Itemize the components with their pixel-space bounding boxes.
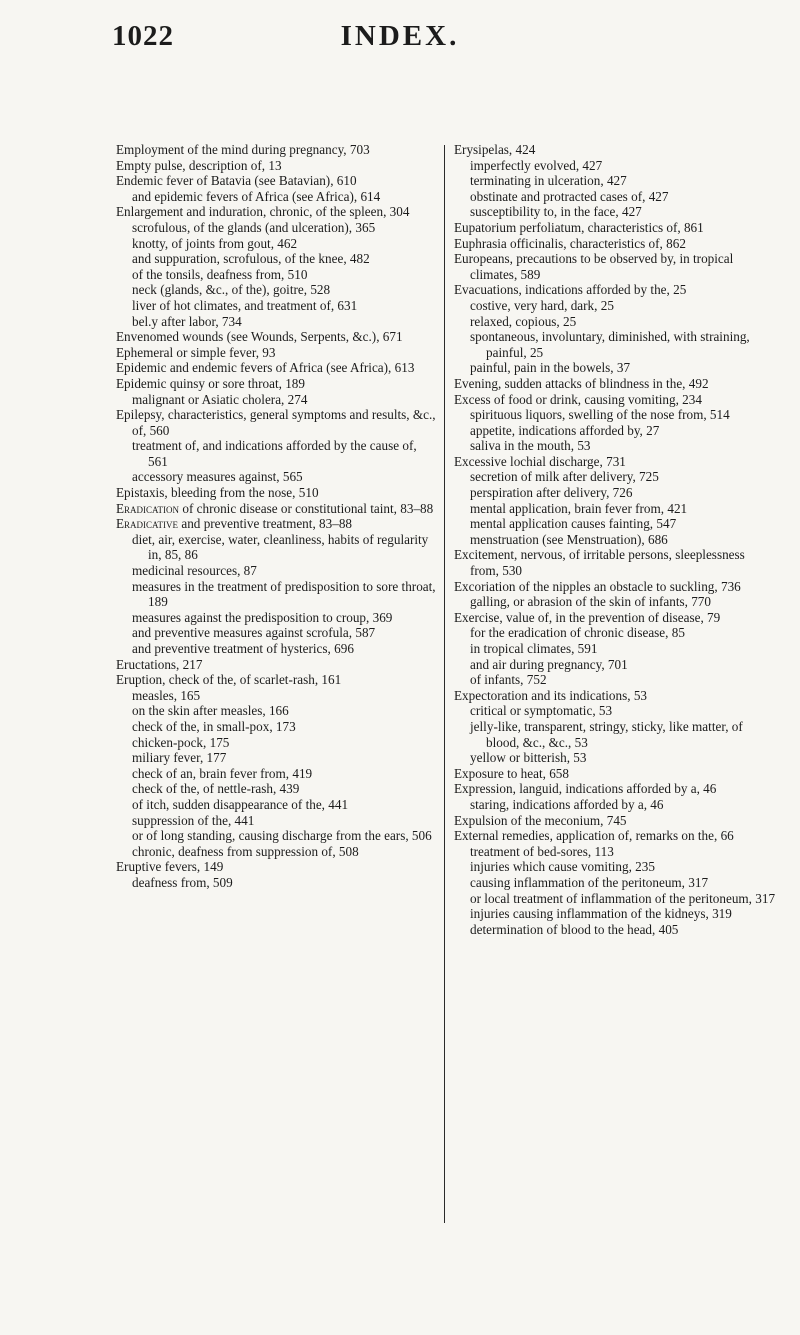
index-entry — [116, 501, 438, 517]
index-entry-text: diet, air, exercise, water, cleanliness, habits of regularity in, 85, 86 — [132, 531, 429, 563]
index-subentry — [454, 298, 776, 314]
index-entry-text: obstinate and protracted cases of, 427 — [470, 188, 669, 204]
index-entry — [454, 547, 776, 578]
index-entry-term: Eradication — [116, 500, 180, 516]
index-subentry — [454, 314, 776, 330]
index-entry-text: malignant or Asiatic cholera, 274 — [132, 391, 308, 407]
index-subentry — [454, 672, 776, 688]
index-entry-text: Eructations, 217 — [116, 656, 203, 672]
index-entry-text: Endemic fever of Batavia (see Batavian), 610 — [116, 173, 357, 189]
index-entry-text: measles, 165 — [132, 687, 201, 703]
index-entry — [116, 158, 438, 174]
index-subentry — [454, 844, 776, 860]
index-entry-text: and preventive treatment, 83–88 — [178, 516, 353, 532]
index-subentry — [116, 282, 438, 298]
index-entry-text: neck (glands, &c., of the), goitre, 528 — [132, 282, 331, 298]
index-entry-text: determination of blood to the head, 405 — [470, 921, 679, 937]
index-entry-text: Erysipelas, 424 — [454, 142, 536, 157]
index-entry-text: spirituous liquors, swelling of the nose from, 514 — [470, 407, 730, 423]
index-entry-text: Excoriation of the nipples an obstacle to suckling, 736 — [454, 578, 741, 594]
index-subentry — [116, 189, 438, 205]
index-subentry — [116, 875, 438, 891]
index-entry-text: miliary fever, 177 — [132, 750, 227, 766]
index-entry — [454, 251, 776, 282]
index-subentry — [116, 251, 438, 267]
index-subentry — [116, 314, 438, 330]
index-entry — [454, 282, 776, 298]
index-entry-text: Eruption, check of the, of scarlet-rash, 161 — [116, 672, 342, 688]
index-entry-text: of chronic disease or constitutional taint, 83–88 — [179, 500, 434, 516]
index-subentry — [116, 813, 438, 829]
index-entry — [454, 236, 776, 252]
index-subentry — [116, 797, 438, 813]
index-entry-text: check of an, brain fever from, 419 — [132, 765, 313, 781]
index-entry — [454, 220, 776, 236]
index-entry — [116, 516, 438, 532]
page-title: INDEX. — [340, 20, 460, 52]
index-entry-text: Epidemic quinsy or sore throat, 189 — [116, 375, 305, 391]
index-entry — [116, 204, 438, 220]
index-subentry — [116, 766, 438, 782]
index-subentry — [454, 532, 776, 548]
index-entry-text: staring, indications afforded by a, 46 — [470, 796, 664, 812]
index-entry-text: Ephemeral or simple fever, 93 — [116, 344, 276, 360]
index-entry-text: medicinal resources, 87 — [132, 563, 257, 579]
index-entry-text: Evening, sudden attacks of blindness in the, 492 — [454, 375, 709, 391]
index-subentry — [116, 828, 438, 844]
index-subentry — [454, 875, 776, 891]
index-entry-text: Expulsion of the meconium, 745 — [454, 812, 627, 828]
index-entry-term: Eradicative — [116, 516, 179, 532]
index-entry-text: deafness from, 509 — [132, 874, 233, 890]
index-entry-text: chicken-pock, 175 — [132, 734, 230, 750]
index-subentry — [454, 891, 776, 907]
index-entry-text: chronic, deafness from suppression of, 508 — [132, 843, 359, 859]
index-entry-text: treatment of, and indications afforded by the cause of, 561 — [132, 438, 417, 469]
index-entry-text: suppression of the, 441 — [132, 812, 255, 828]
index-entry-text: measures against the predisposition to croup, 369 — [132, 609, 393, 625]
index-entry-text: Envenomed wounds (see Wounds, Serpents, &c.), 671 — [116, 329, 403, 345]
index-entry — [116, 657, 438, 673]
index-entry — [116, 360, 438, 376]
index-entry-text: Euphrasia officinalis, characteristics of, 862 — [454, 235, 686, 251]
index-entry-text: injuries causing inflammation of the kidneys, 319 — [470, 906, 732, 922]
index-entry — [454, 454, 776, 470]
index-subentry — [116, 735, 438, 751]
index-entry-text: and preventive treatment of hysterics, 696 — [132, 641, 354, 656]
index-entry-text: check of the, of nettle-rash, 439 — [132, 781, 300, 797]
index-subentry — [454, 594, 776, 610]
index-entry — [454, 376, 776, 392]
index-entry-text: and air during pregnancy, 701 — [470, 656, 628, 672]
index-subentry — [116, 703, 438, 719]
index-entry-text: and suppuration, scrofulous, of the knee, 482 — [132, 251, 370, 267]
index-entry-text: in tropical climates, 591 — [470, 641, 598, 656]
index-entry-text: galling, or abrasion of the skin of infants, 770 — [470, 594, 711, 610]
index-entry-text: liver of hot climates, and treatment of, 631 — [132, 297, 358, 313]
index-entry — [116, 407, 438, 438]
index-subentry — [116, 298, 438, 314]
index-subentry — [454, 173, 776, 189]
index-subentry — [116, 267, 438, 283]
index-subentry — [116, 719, 438, 735]
index-entry-text: Eruptive fevers, 149 — [116, 859, 224, 875]
index-subentry — [454, 204, 776, 220]
index-subentry — [454, 189, 776, 205]
index-entry-text: costive, very hard, dark, 25 — [470, 297, 614, 313]
index-entry — [454, 813, 776, 829]
column-divider — [444, 145, 445, 1223]
index-entry-text: scrofulous, of the glands (and ulceration), 365 — [132, 219, 376, 235]
index-entry-text: appetite, indications afforded by, 27 — [470, 422, 660, 438]
index-subentry — [454, 360, 776, 376]
index-entry-text: treatment of bed-sores, 113 — [470, 843, 614, 859]
index-entry-text: secretion of milk after delivery, 725 — [470, 469, 659, 485]
index-entry-text: bel.y after labor, 734 — [132, 313, 242, 329]
index-subentry — [454, 469, 776, 485]
index-entry-text: and epidemic fevers of Africa (see Africa), 614 — [132, 188, 381, 204]
index-subentry — [454, 407, 776, 423]
index-entry-text: Epilepsy, characteristics, general symptoms and results, &c., of, 560 — [116, 407, 436, 438]
index-subentry — [116, 392, 438, 408]
index-entry-text: critical or symptomatic, 53 — [470, 703, 613, 719]
index-entry-text: yellow or bitterish, 53 — [470, 750, 587, 766]
index-subentry — [116, 641, 438, 657]
index-subentry — [454, 703, 776, 719]
index-entry-text: Eupatorium perfoliatum, characteristics of, 861 — [454, 219, 704, 235]
index-entry-text: Empty pulse, description of, 13 — [116, 157, 282, 173]
index-entry-text: Excitement, nervous, of irritable persons, sleeplessness from, 530 — [454, 547, 745, 579]
index-column-right — [454, 142, 776, 937]
index-subentry — [454, 438, 776, 454]
index-entry-text: relaxed, copious, 25 — [470, 313, 577, 329]
index-subentry — [454, 906, 776, 922]
index-subentry — [454, 625, 776, 641]
index-subentry — [116, 563, 438, 579]
index-entry-text: Exercise, value of, in the prevention of disease, 79 — [454, 609, 721, 625]
index-subentry — [116, 750, 438, 766]
page-number: 1022 — [112, 20, 174, 52]
index-entry-text: mental application causes fainting, 547 — [470, 516, 677, 532]
index-entry-text: of infants, 752 — [470, 672, 547, 688]
index-subentry — [116, 781, 438, 797]
index-subentry — [116, 469, 438, 485]
index-entry-text: spontaneous, involuntary, diminished, with straining, painful, 25 — [470, 329, 750, 360]
index-entry-text: Epistaxis, bleeding from the nose, 510 — [116, 485, 319, 501]
index-entry-text: of the tonsils, deafness from, 510 — [132, 266, 308, 282]
index-entry-text: and preventive measures against scrofula, 587 — [132, 625, 376, 641]
index-entry-text: External remedies, application of, remarks on the, 66 — [454, 828, 734, 844]
index-subentry — [116, 438, 438, 469]
index-entry — [454, 579, 776, 595]
index-entry-text: Exposure to heat, 658 — [454, 765, 569, 781]
index-entry-text: Employment of the mind during pregnancy, 703 — [116, 142, 370, 157]
index-entry — [454, 610, 776, 626]
index-subentry — [454, 657, 776, 673]
index-entry-text: causing inflammation of the peritoneum, 317 — [470, 874, 709, 890]
index-entry-text: painful, pain in the bowels, 37 — [470, 360, 631, 376]
index-subentry — [454, 719, 776, 750]
index-entry — [116, 672, 438, 688]
index-subentry — [454, 158, 776, 174]
index-entry-text: jelly-like, transparent, stringy, sticky, like matter, of blood, &c., &c., 53 — [470, 718, 743, 750]
index-entry-text: Excessive lochial discharge, 731 — [454, 453, 626, 469]
index-entry-text: Epidemic and endemic fevers of Africa (see Africa), 613 — [116, 360, 415, 376]
index-entry — [454, 392, 776, 408]
index-subentry — [116, 579, 438, 610]
index-entry-text: knotty, of joints from gout, 462 — [132, 235, 298, 251]
index-entry-text: terminating in ulceration, 427 — [470, 173, 627, 189]
index-entry-text: measures in the treatment of predisposition to sore throat, 189 — [132, 578, 436, 610]
index-entry — [116, 329, 438, 345]
index-entry — [454, 781, 776, 797]
index-entry — [116, 485, 438, 501]
index-entry-text: of itch, sudden disappearance of the, 441 — [132, 796, 349, 812]
index-entry-text: Expression, languid, indications afforded by a, 46 — [454, 781, 717, 797]
index-subentry — [454, 423, 776, 439]
index-subentry — [454, 641, 776, 657]
index-subentry — [116, 844, 438, 860]
index-subentry — [454, 329, 776, 360]
index-entry-text: or of long standing, causing discharge from the ears, 506 — [132, 828, 432, 844]
index-subentry — [454, 922, 776, 938]
index-entry — [454, 828, 776, 844]
index-entry-text: mental application, brain fever from, 421 — [470, 500, 688, 516]
index-entry-text: susceptibility to, in the face, 427 — [470, 204, 642, 220]
index-subentry — [116, 236, 438, 252]
index-entry-text: Expectoration and its indications, 53 — [454, 687, 648, 703]
index-entry-text: saliva in the mouth, 53 — [470, 438, 591, 454]
index-entry — [454, 688, 776, 704]
index-entry-text: menstruation (see Menstruation), 686 — [470, 531, 668, 547]
index-entry — [116, 345, 438, 361]
index-subentry — [454, 859, 776, 875]
index-subentry — [116, 532, 438, 563]
index-entry-text: Enlargement and induration, chronic, of the spleen, 304 — [116, 204, 410, 220]
index-entry-text: Europeans, precautions to be observed by, in tropical climates, 589 — [454, 251, 734, 282]
index-entry — [116, 859, 438, 875]
index-subentry — [454, 516, 776, 532]
index-entry — [116, 142, 438, 158]
index-entry — [454, 766, 776, 782]
index-column-left — [116, 142, 438, 891]
index-entry — [116, 173, 438, 189]
index-entry-text: for the eradication of chronic disease, 85 — [470, 625, 685, 641]
index-subentry — [116, 610, 438, 626]
index-entry-text: check of the, in small-pox, 173 — [132, 718, 296, 734]
index-entry-text: perspiration after delivery, 726 — [470, 485, 633, 501]
index-subentry — [454, 485, 776, 501]
index-entry-text: imperfectly evolved, 427 — [470, 157, 603, 173]
index-subentry — [116, 688, 438, 704]
index-entry — [116, 376, 438, 392]
index-subentry — [116, 625, 438, 641]
index-entry-text: accessory measures against, 565 — [132, 469, 303, 485]
index-subentry — [116, 220, 438, 236]
index-subentry — [454, 797, 776, 813]
index-entry-text: or local treatment of inflammation of the peritoneum, 317 — [470, 890, 776, 906]
index-entry — [454, 142, 776, 158]
index-subentry — [454, 501, 776, 517]
index-subentry — [454, 750, 776, 766]
index-entry-text: Excess of food or drink, causing vomiting, 234 — [454, 391, 702, 407]
index-entry-text: on the skin after measles, 166 — [132, 703, 289, 719]
index-entry-text: Evacuations, indications afforded by the, 25 — [454, 282, 687, 298]
index-entry-text: injuries which cause vomiting, 235 — [470, 859, 655, 875]
